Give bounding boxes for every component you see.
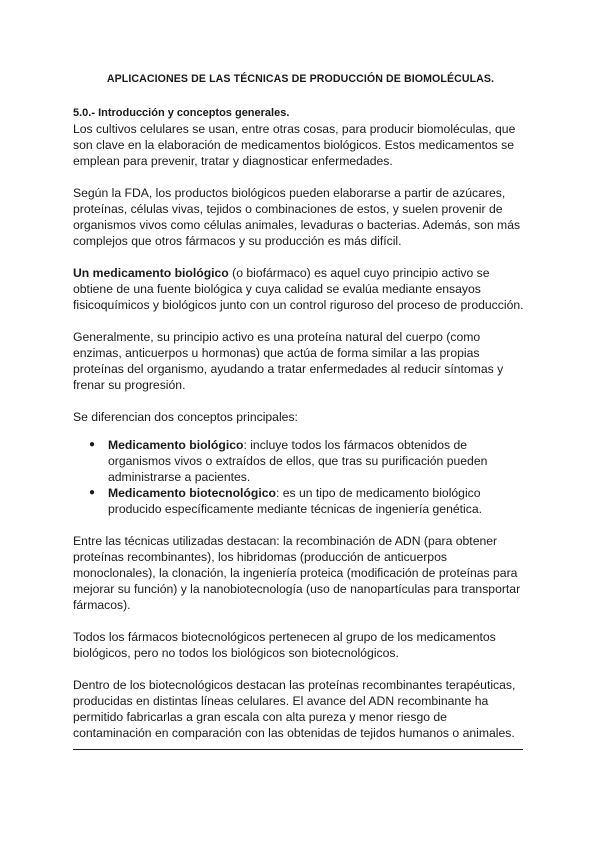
definition-term: Un medicamento biológico xyxy=(73,266,229,280)
list-item-text: : incluye todos los fármacos obtenidos de organismos vivos o extraídos de ellos, que tras su purificación pueden administrarse a pacientes. xyxy=(108,438,488,484)
section-heading: 5.0.- Introducción y conceptos generales. xyxy=(73,107,290,119)
list-item-term: Medicamento biotecnológico xyxy=(108,486,276,500)
list-item xyxy=(89,485,528,517)
paragraph-fda: Según la FDA, los productos biológicos pueden elaborarse a partir de azúcares, proteínas, células vivas, tejidos o combinaciones de estos, y suelen provenir de organismos vivos como células animales, levaduras o bacterias. Además, son más complejos que otros fármacos y su producción es más difícil. xyxy=(73,186,521,248)
paragraph-recombinant-proteins: Dentro de los biotecnológicos destacan las proteínas recombinantes terapéuticas, producidas en distintas líneas celulares. El avance del ADN recombinante ha permitido fabricarlas a gran escala con alta pureza y menor riesgo de contaminación en comparación con las obtenidas de tejidos humanos o animales. xyxy=(73,678,516,740)
list-item-text: : es un tipo de medicamento biológico producido específicamente mediante técnicas de ingeniería genética. xyxy=(108,486,482,516)
concepts-list xyxy=(73,437,528,517)
paragraph-active-ingredient: Generalmente, su principio activo es una proteína natural del cuerpo (como enzimas, anticuerpos u hormonas) que actúa de forma similar a las propias proteínas del organismo, ayudando a tratar enfermedades al reducir síntomas y frenar su progresión. xyxy=(73,330,504,392)
document-body xyxy=(73,71,528,750)
paragraph-classification: Todos los fármacos biotecnológicos pertenecen al grupo de los medicamentos biológicos, pero no todos los biológicos son biotecnológicos. xyxy=(73,630,496,660)
bullet-icon: ● xyxy=(89,487,96,498)
paragraph-concepts-intro: Se diferencian dos conceptos principales: xyxy=(73,410,298,424)
list-item-term: Medicamento biológico xyxy=(108,438,244,452)
horizontal-rule xyxy=(73,749,523,750)
list-item xyxy=(89,437,528,485)
paragraph-intro: Los cultivos celulares se usan, entre otras cosas, para producir biomoléculas, que son clave en la elaboración de medicamentos biológicos. Estos medicamentos se emplean para prevenir, tratar y diagnosticar enfermedades. xyxy=(73,122,516,168)
bullet-icon: ● xyxy=(89,439,96,450)
paragraph-techniques: Entre las técnicas utilizadas destacan: la recombinación de ADN (para obtener proteínas recombinantes), los hibridomas (producción de anticuerpos monoclonales), la clonación, la ingeniería proteica (modificación de proteínas para mejorar su función) y la nanobiotecnología (uso de nanopartículas para transportar fármacos). xyxy=(73,534,521,612)
definition-text: (o biofármaco) es aquel cuyo principio activo se obtiene de una fuente biológica y cuya calidad se evalúa mediante ensayos fisicoquímicos y biológicos junto con un control riguroso del proceso de producción. xyxy=(73,266,524,312)
paragraph-definition xyxy=(73,265,528,313)
document-title: APLICACIONES DE LAS TÉCNICAS DE PRODUCCIÓN DE BIOMOLÉCULAS. xyxy=(106,73,495,85)
